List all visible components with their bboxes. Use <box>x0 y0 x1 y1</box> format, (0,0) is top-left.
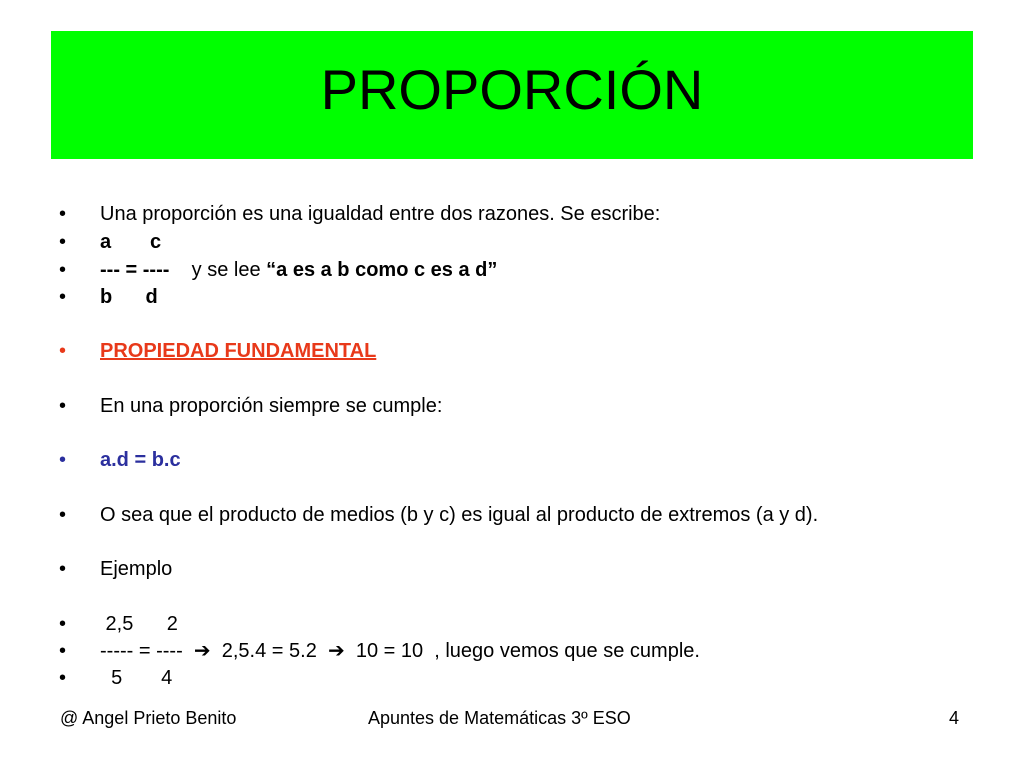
fraction-bars: --- = ---- <box>100 259 170 281</box>
footer-author: @ Angel Prieto Benito <box>60 708 237 728</box>
example-line <box>100 638 700 664</box>
bullet-icon: • <box>59 667 67 689</box>
bullet-icon: • <box>59 340 67 362</box>
bullet-icon: • <box>59 613 67 635</box>
intro-text: Una proporción es una igualdad entre dos razones. Se escribe: <box>100 203 661 225</box>
bullet-icon: • <box>59 449 67 471</box>
property-heading: PROPIEDAD FUNDAMENTAL <box>100 340 377 362</box>
bullet-icon: • <box>59 203 67 225</box>
bullet-icon: • <box>59 640 67 662</box>
bullet-icon: • <box>59 231 67 253</box>
example-fraction-bars: ----- = ---- <box>100 640 183 662</box>
fraction-denominators: b d <box>100 286 158 308</box>
example-step-1: 2,5.4 = 5.2 <box>221 640 317 662</box>
fraction-line <box>100 257 497 283</box>
arrow-right-icon: ➔ <box>193 640 211 662</box>
arrow-right-icon: ➔ <box>327 640 345 662</box>
bullet-icon: • <box>59 286 67 308</box>
property-text: En una proporción siempre se cumple: <box>100 395 443 417</box>
example-denominators: 5 4 <box>100 667 173 689</box>
bullet-icon: • <box>59 395 67 417</box>
bullet-icon: • <box>59 558 67 580</box>
bullet-icon: • <box>59 504 67 526</box>
footer-page-number: 4 <box>949 708 960 728</box>
slide-title: PROPORCIÓN <box>320 58 704 121</box>
formula: a.d = b.c <box>100 449 181 471</box>
example-step-2: 10 = 10 , luego vemos que se cumple. <box>355 640 700 662</box>
reading-label: y se lee <box>191 259 267 281</box>
example-numerators: 2,5 2 <box>100 613 178 635</box>
reading-quote: “a es a b como c es a d” <box>266 259 498 281</box>
footer-course: Apuntes de Matemáticas 3º ESO <box>368 708 631 728</box>
example-label: Ejemplo <box>100 558 173 580</box>
explanation-text: O sea que el producto de medios (b y c) es igual al producto de extremos (a y d). <box>100 504 819 526</box>
fraction-numerators: a c <box>100 231 162 253</box>
bullet-icon: • <box>59 259 67 281</box>
